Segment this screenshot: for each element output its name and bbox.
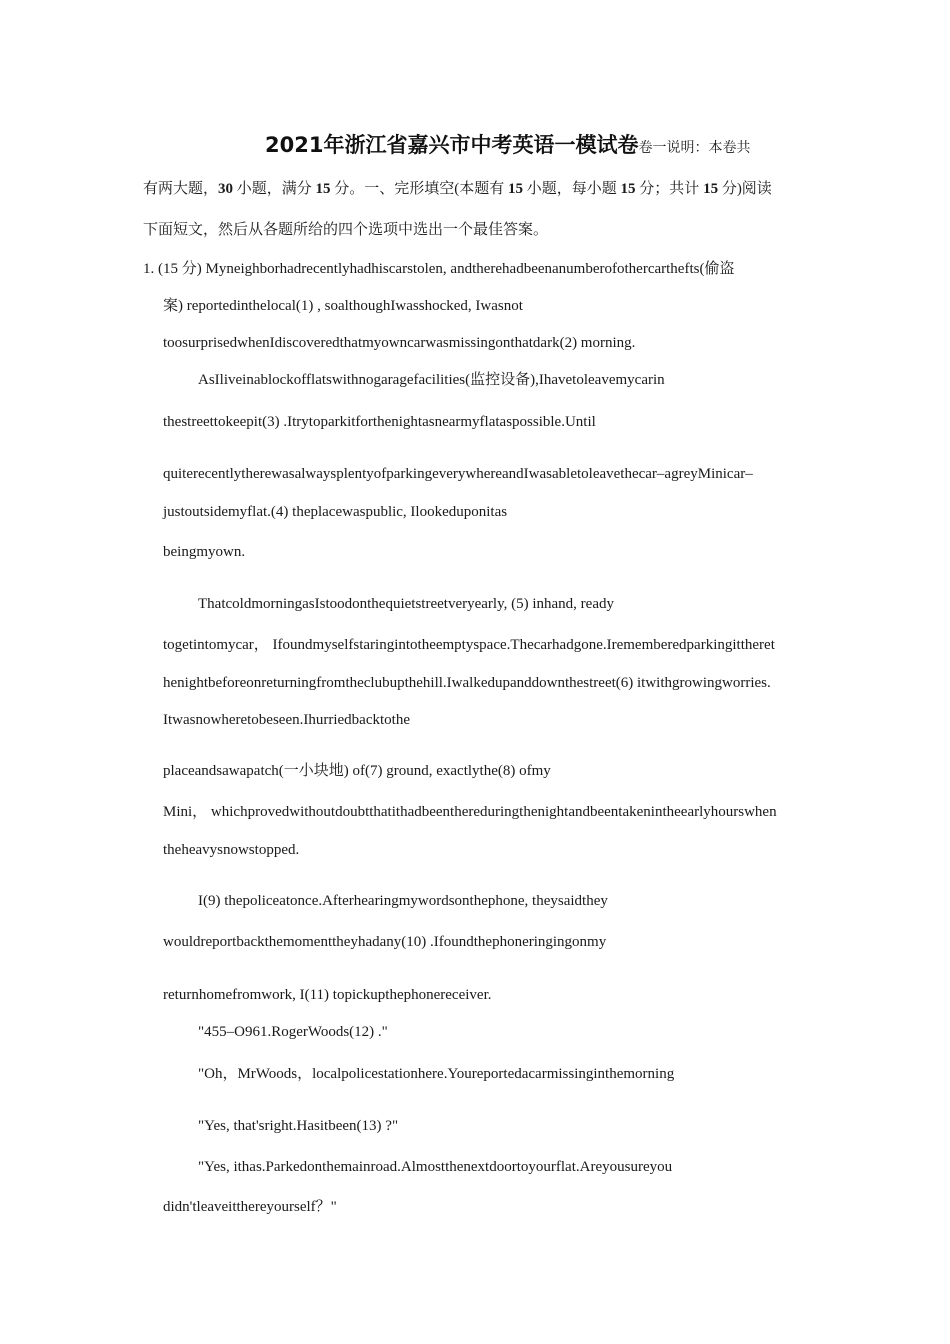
instructions-lead: 卷一说明：本卷共 xyxy=(638,141,751,156)
passage-line: "455–O961.RogerWoods(12) ." xyxy=(198,1024,388,1040)
passage-line: placeandsawapatch(一小块地) of(7) ground, exactlythe(8) ofmy xyxy=(163,763,551,779)
passage-line: Itwasnowheretobeseen.Ihurriedbacktothe xyxy=(163,712,410,728)
passage-line: Mini， whichprovedwithoutdoubtthatithadbeenthereduringthenightandbeentakenintheearlyhourswhen xyxy=(163,804,777,820)
passage-line: ThatcoldmorningasIstoodonthequietstreetveryearly, (5) inhand, ready xyxy=(198,596,614,612)
passage-line: togetintomycar， Ifoundmyselfstaringintotheemptyspace.Thecarhadgone.Irememberedparkingittheret xyxy=(163,637,775,653)
passage-line: justoutsidemyflat.(4) theplacewaspublic, Ilookeduponitas xyxy=(163,504,508,520)
passage-line: didn'tleaveitthereyourself？" xyxy=(163,1199,337,1215)
question-1-line: 1. (15 分) Myneighborhadrecentlyhadhiscarstolen, andtherehadbeenanumberofothercarthefts(偷盗 xyxy=(143,261,735,277)
passage-line: henightbeforeonreturningfromtheclubupthehill.Iwalkedupanddownthestreet(6) itwithgrowingworries. xyxy=(163,675,771,691)
passage-line: quiterecentlytherewasalwaysplentyofparkingeverywhereandIwasabletoleavethecar–agreyMinicar– xyxy=(163,466,753,482)
passage-line: returnhomefromwork, I(11) topickupthephonereceiver. xyxy=(163,987,492,1003)
title-line xyxy=(265,132,750,162)
passage-line: wouldreportbackthemomenttheyhadany(10) .Ifoundthephoneringingonmy xyxy=(163,934,607,950)
instructions-line-1: 有两大题，30 小题，满分 15 分。一、完形填空(本题有 15 小题，每小题 15 分；共计 15 分)阅读 xyxy=(143,181,772,197)
passage-line: I(9) thepoliceatonce.Afterhearingmywordsonthephone, theysaidthey xyxy=(198,893,608,909)
passage-line: "Oh，MrWoods，localpolicestationhere.Youreportedacarmissinginthemorning xyxy=(198,1066,675,1082)
passage-line: 案) reportedinthelocal(1) , soalthoughIwasshocked, Iwasnot xyxy=(163,298,523,314)
passage-line: "Yes, ithas.Parkedonthemainroad.Almostthenextdoortoyourflat.Areyousureyou xyxy=(198,1159,673,1175)
passage-line: thestreettokeepit(3) .Itrytoparkitforthenightasnearmyflataspossible.Until xyxy=(163,414,596,430)
passage-line: AsIliveinablockofflatswithnogaragefacilities(监控设备),Ihavetoleavemycarin xyxy=(198,372,665,388)
passage-line: toosurprisedwhenIdiscoveredthatmyowncarwasmissingonthatdark(2) morning. xyxy=(163,335,636,351)
passage-line: beingmyown. xyxy=(163,544,246,560)
passage-line: "Yes, that'sright.Hasitbeen(13) ?" xyxy=(198,1118,399,1134)
instructions-line-2: 下面短文，然后从各题所给的四个选项中选出一个最佳答案。 xyxy=(143,222,549,238)
page-title: 2021年浙江省嘉兴市中考英语一模试卷 xyxy=(265,133,639,157)
passage-line: theheavysnowstopped. xyxy=(163,842,300,858)
